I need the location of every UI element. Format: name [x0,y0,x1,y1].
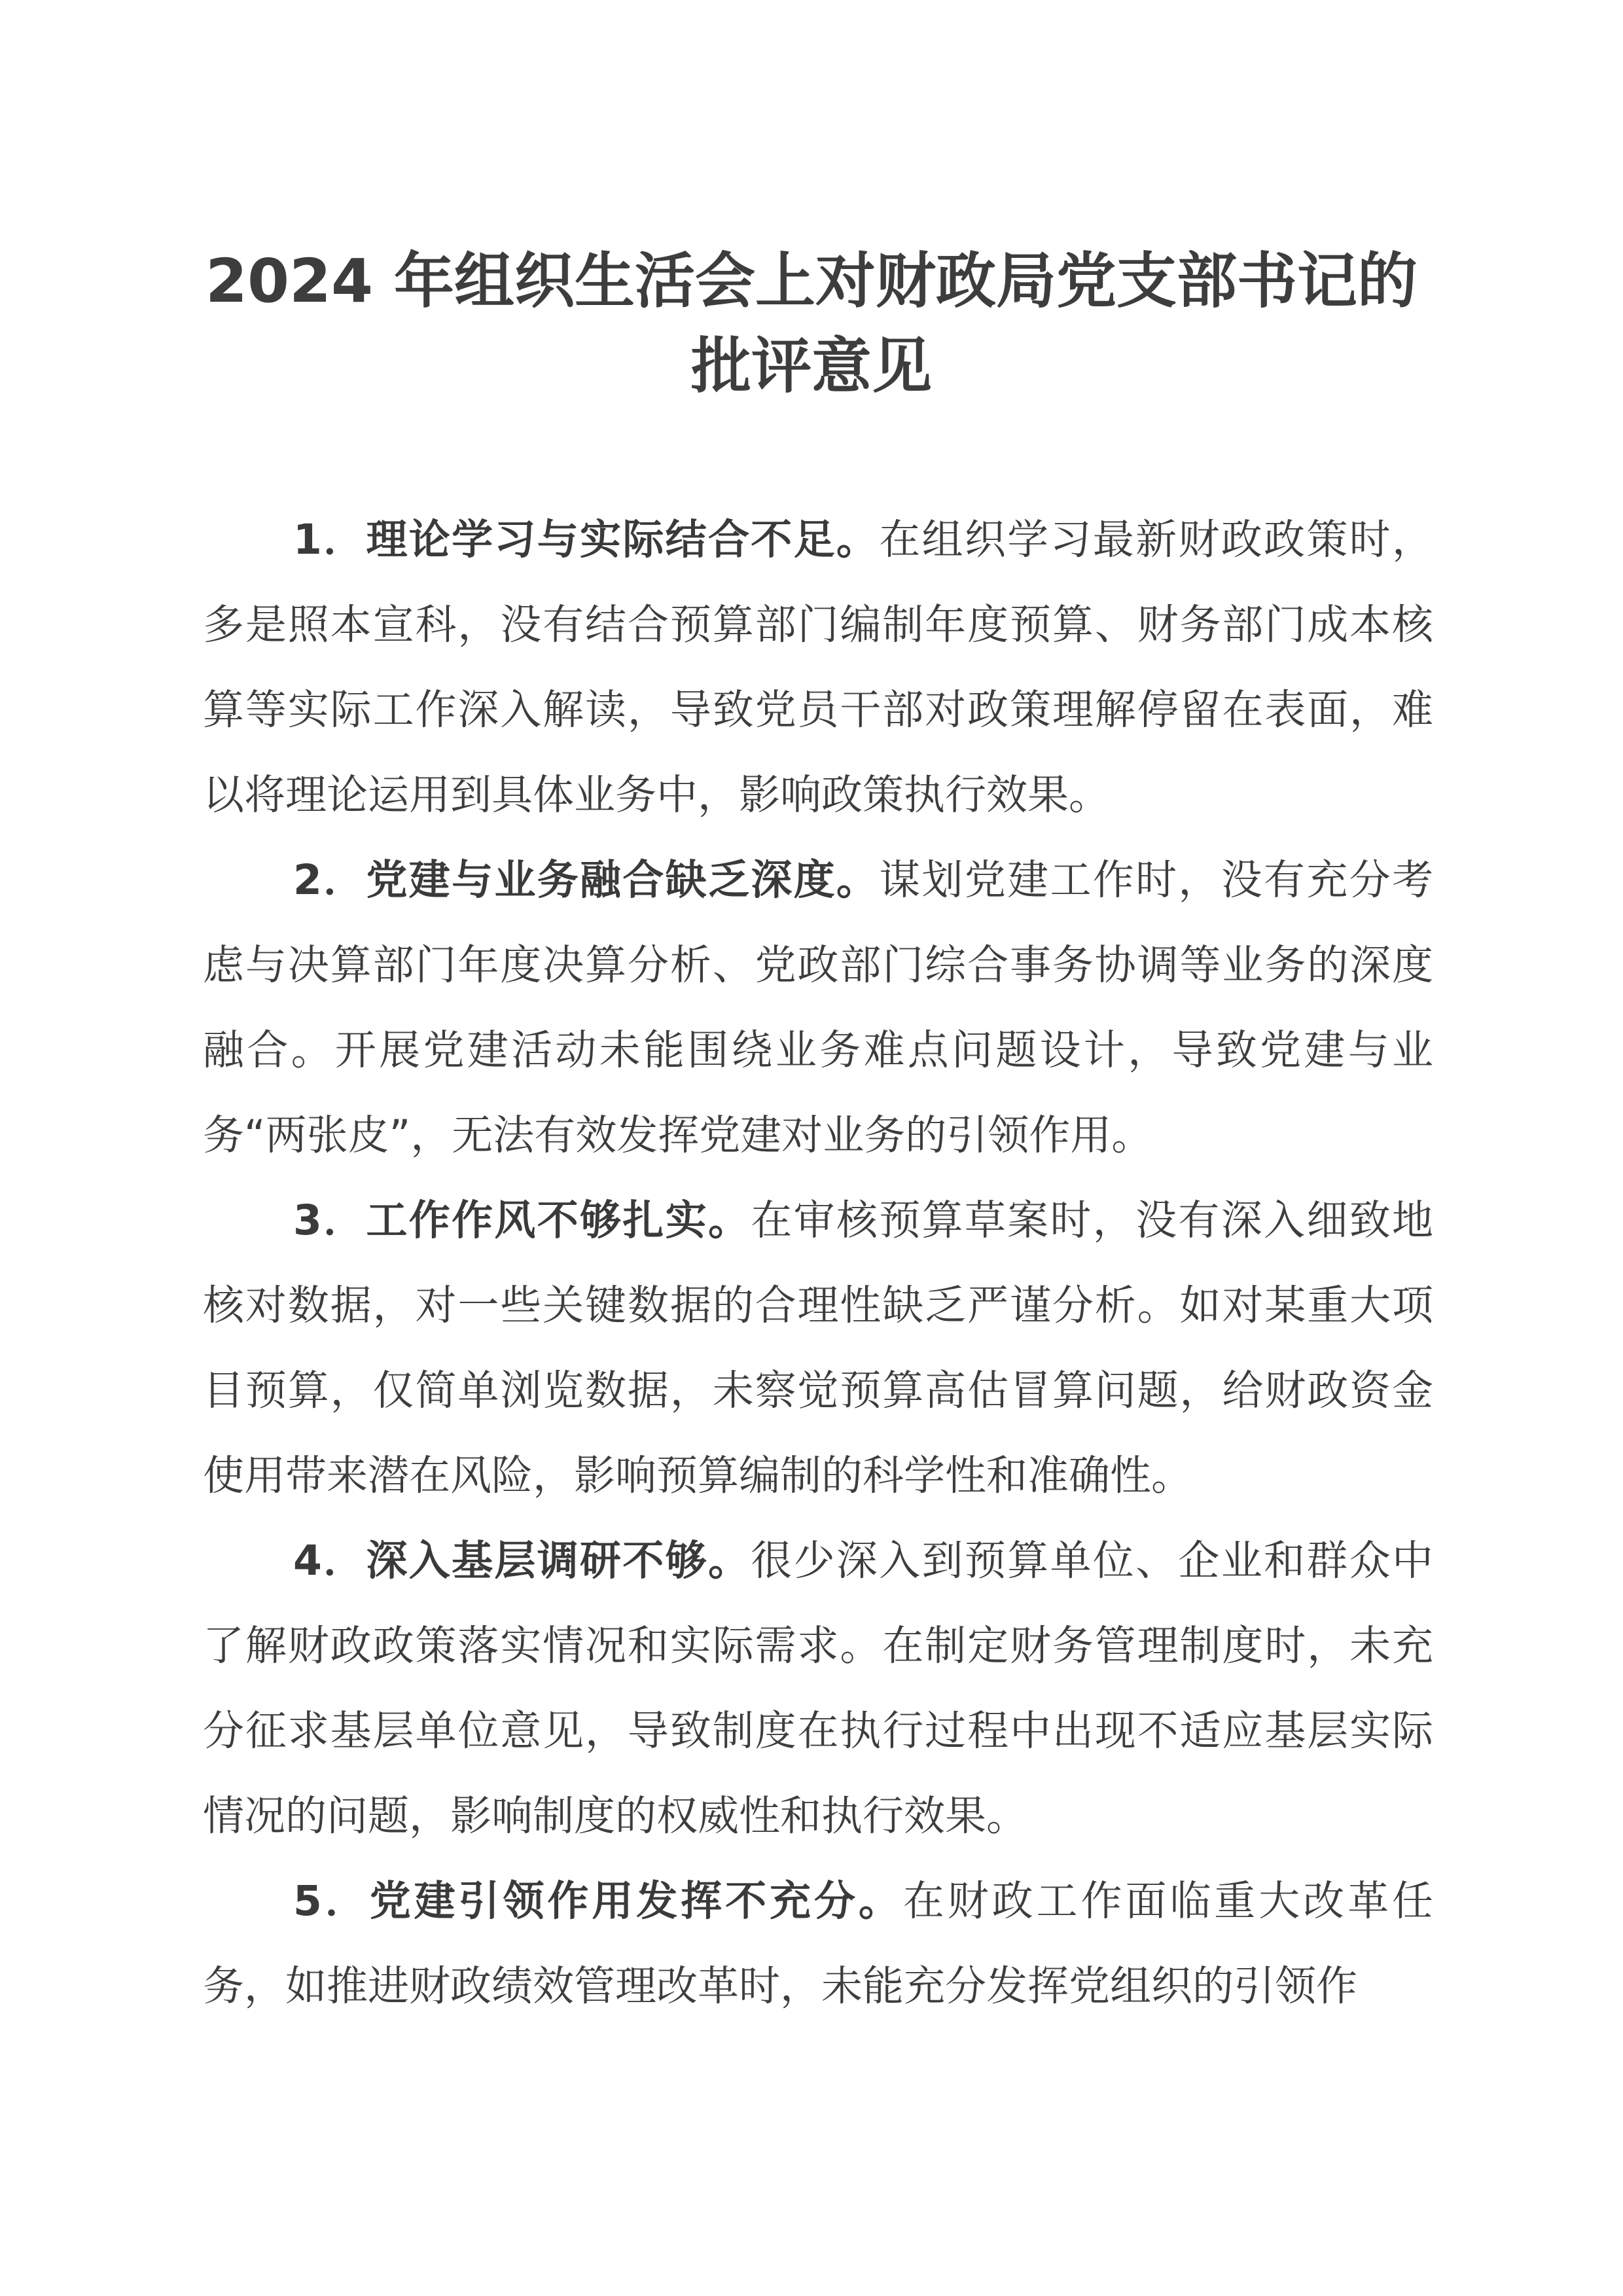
title-line-1: 2024 年组织生活会上对财政局党支部书记的 [205,246,1418,316]
paragraph-3 [203,1178,1433,1518]
paragraph-3-heading: 3．工作作风不够扎实。 [293,1196,751,1244]
paragraph-2-heading: 2．党建与业务融合缺乏深度。 [293,856,880,904]
paragraph-1 [203,497,1433,838]
paragraph-4-heading: 4．深入基层调研不够。 [293,1537,751,1585]
paragraph-2-text: 谋划党建工作时，没有充分考虑与决算部门年度决算分析、党政部门综合事务协调等业务的深度融合。开展党建活动未能围绕业务难点问题设计，导致党建与业务“两张皮”，无法有效发挥党建对业务的引领作用。 [203,856,1433,1159]
paragraph-3-text: 在审核预算草案时，没有深入细致地核对数据，对一些关键数据的合理性缺乏严谨分析。如对某重大项目预算，仅简单浏览数据，未察觉预算高估冒算问题，给财政资金使用带来潜在风险，影响预算编制的科学性和准确性。 [203,1196,1434,1499]
paragraph-5 [203,1859,1433,2029]
paragraph-5-heading: 5．党建引领作用发挥不充分。 [293,1877,903,1925]
paragraph-1-heading: 1．理论学习与实际结合不足。 [293,516,880,564]
paragraph-4 [203,1518,1433,1859]
paragraph-5-text: 在财政工作面临重大改革任务，如推进财政绩效管理改革时，未能充分发挥党组织的引领作 [203,1877,1434,2010]
paragraph-4-text: 很少深入到预算单位、企业和群众中了解财政政策落实情况和实际需求。在制定财务管理制度时，未充分征求基层单位意见，导致制度在执行过程中出现不适应基层实际情况的问题，影响制度的权威性和执行效果。 [203,1537,1434,1840]
document-body [203,497,1433,2029]
paragraph-2 [203,838,1433,1178]
title-line-2: 批评意见 [690,331,932,401]
paragraph-1-text: 在组织学习最新财政政策时，多是照本宣科，没有结合预算部门编制年度预算、财务部门成本核算等实际工作深入解读，导致党员干部对政策理解停留在表面，难以将理论运用到具体业务中，影响政策执行效果。 [203,516,1433,819]
document-title [196,239,1427,409]
